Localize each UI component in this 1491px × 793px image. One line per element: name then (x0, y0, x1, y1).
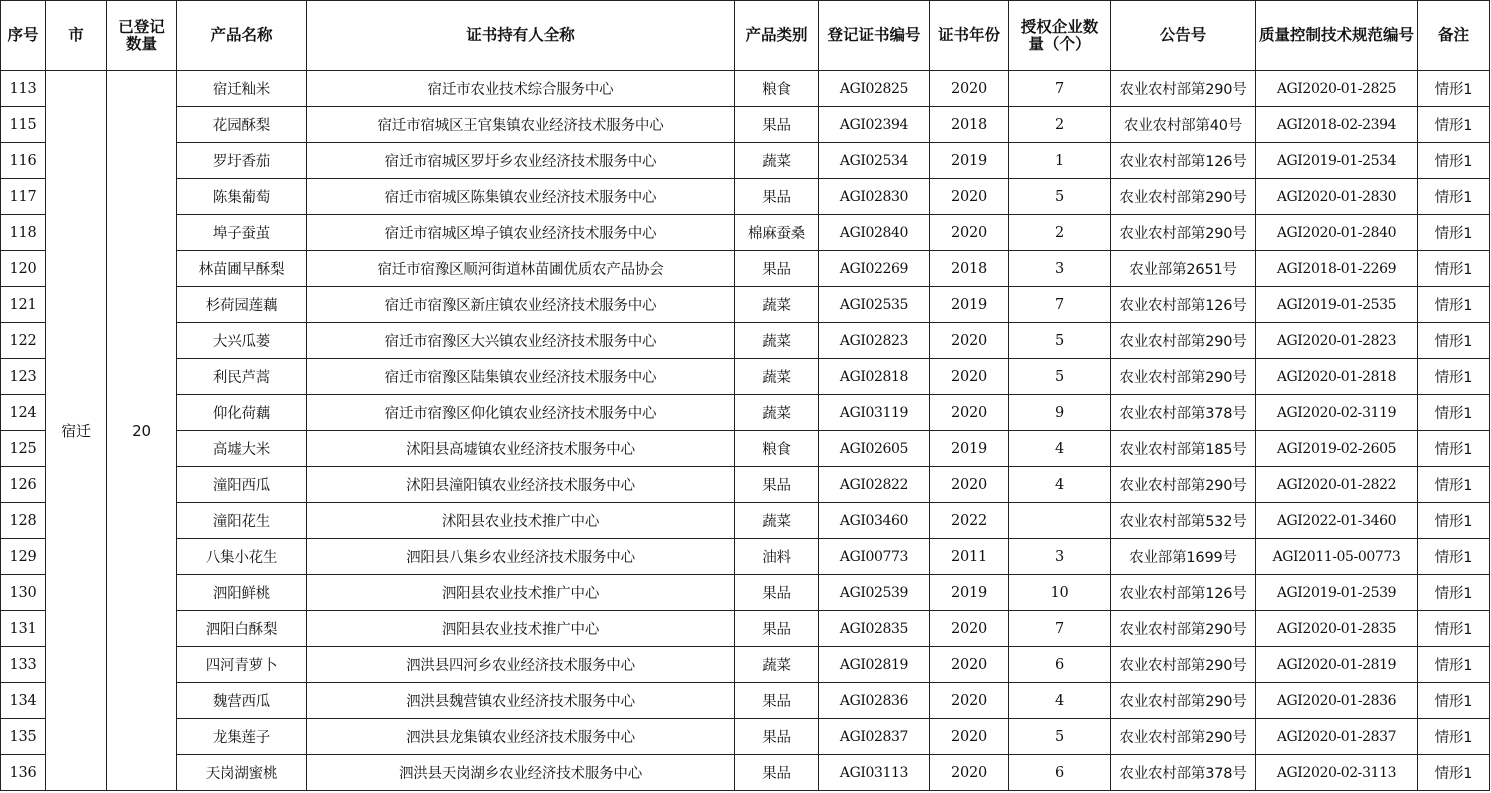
cert-no-cell[interactable]: AGI02535 (819, 287, 930, 323)
table-row (1, 179, 1490, 215)
spec-no-cell[interactable]: AGI2020-01-2830 (1256, 179, 1418, 215)
header-holder[interactable]: 证书持有人全称 (307, 1, 735, 71)
header-notice[interactable]: 公告号 (1111, 1, 1256, 71)
authorized-count-cell[interactable]: 7 (1009, 71, 1111, 107)
remark-cell[interactable]: 情形1 (1418, 251, 1490, 287)
remark-cell[interactable]: 情形1 (1418, 503, 1490, 539)
authorized-count-cell[interactable]: 7 (1009, 287, 1111, 323)
cert-no-cell[interactable]: AGI02830 (819, 179, 930, 215)
spec-no-cell[interactable]: AGI2020-01-2840 (1256, 215, 1418, 251)
seq-cell[interactable]: 133 (1, 647, 46, 683)
cert-no-cell[interactable]: AGI02837 (819, 719, 930, 755)
spec-no-cell[interactable]: AGI2019-02-2605 (1256, 431, 1418, 467)
cert-year-cell[interactable]: 2020 (930, 611, 1009, 647)
product-name-cell[interactable]: 大兴瓜蒌 (177, 323, 307, 359)
product-name-cell[interactable]: 林苗圃早酥梨 (177, 251, 307, 287)
cert-no-cell[interactable]: AGI02534 (819, 143, 930, 179)
header-cert-no[interactable]: 登记证书编号 (819, 1, 930, 71)
spec-no-cell[interactable]: AGI2020-01-2819 (1256, 647, 1418, 683)
cert-no-cell[interactable]: AGI02835 (819, 611, 930, 647)
cert-year-cell[interactable]: 2020 (930, 215, 1009, 251)
table-body (1, 71, 1490, 791)
holder-cell[interactable]: 宿迁市宿城区王官集镇农业经济技术服务中心 (307, 107, 735, 143)
cert-no-cell[interactable]: AGI02823 (819, 323, 930, 359)
product-name-cell[interactable]: 魏营西瓜 (177, 683, 307, 719)
notice-cell[interactable]: 农业农村部第378号 (1111, 395, 1256, 431)
category-cell[interactable]: 蔬菜 (735, 395, 819, 431)
authorized-count-cell[interactable]: 5 (1009, 719, 1111, 755)
holder-cell[interactable]: 泗阳县农业技术推广中心 (307, 575, 735, 611)
notice-cell[interactable]: 农业农村部第290号 (1111, 179, 1256, 215)
product-name-cell[interactable]: 杉荷园莲藕 (177, 287, 307, 323)
seq-cell[interactable]: 134 (1, 683, 46, 719)
notice-cell[interactable]: 农业农村部第290号 (1111, 611, 1256, 647)
product-name-cell[interactable]: 利民芦蒿 (177, 359, 307, 395)
table-row (1, 683, 1490, 719)
category-cell[interactable]: 果品 (735, 251, 819, 287)
seq-cell[interactable]: 130 (1, 575, 46, 611)
spec-no-cell[interactable]: AGI2019-01-2534 (1256, 143, 1418, 179)
remark-cell[interactable]: 情形1 (1418, 143, 1490, 179)
table-row (1, 647, 1490, 683)
spec-no-cell[interactable]: AGI2019-01-2535 (1256, 287, 1418, 323)
authorized-count-cell[interactable]: 3 (1009, 251, 1111, 287)
category-cell[interactable]: 果品 (735, 719, 819, 755)
authorized-count-cell[interactable]: 5 (1009, 359, 1111, 395)
authorized-count-cell[interactable]: 7 (1009, 611, 1111, 647)
cert-no-cell[interactable]: AGI02819 (819, 647, 930, 683)
cert-no-cell[interactable]: AGI02539 (819, 575, 930, 611)
holder-cell[interactable]: 宿迁市宿豫区新庄镇农业经济技术服务中心 (307, 287, 735, 323)
product-name-cell[interactable]: 潼阳花生 (177, 503, 307, 539)
remark-cell[interactable]: 情形1 (1418, 611, 1490, 647)
holder-cell[interactable]: 宿迁市宿城区埠子镇农业经济技术服务中心 (307, 215, 735, 251)
seq-cell[interactable]: 122 (1, 323, 46, 359)
table-row (1, 467, 1490, 503)
spec-no-cell[interactable]: AGI2020-01-2836 (1256, 683, 1418, 719)
table-row (1, 575, 1490, 611)
header-remark[interactable]: 备注 (1418, 1, 1490, 71)
product-name-cell[interactable]: 龙集莲子 (177, 719, 307, 755)
category-cell[interactable]: 蔬菜 (735, 647, 819, 683)
notice-cell[interactable]: 农业农村部第126号 (1111, 143, 1256, 179)
table-row (1, 359, 1490, 395)
spec-no-cell[interactable]: AGI2020-01-2823 (1256, 323, 1418, 359)
header-category[interactable]: 产品类别 (735, 1, 819, 71)
cert-year-cell[interactable]: 2020 (930, 755, 1009, 791)
holder-cell[interactable]: 沭阳县潼阳镇农业经济技术服务中心 (307, 467, 735, 503)
authorized-count-cell[interactable]: 4 (1009, 467, 1111, 503)
notice-cell[interactable]: 农业农村部第185号 (1111, 431, 1256, 467)
holder-cell[interactable]: 泗洪县龙集镇农业经济技术服务中心 (307, 719, 735, 755)
holder-cell[interactable]: 沭阳县农业技术推广中心 (307, 503, 735, 539)
remark-cell[interactable]: 情形1 (1418, 215, 1490, 251)
category-cell[interactable]: 粮食 (735, 71, 819, 107)
authorized-count-cell[interactable]: 5 (1009, 323, 1111, 359)
category-cell[interactable]: 粮食 (735, 431, 819, 467)
holder-cell[interactable]: 宿迁市宿豫区顺河街道林苗圃优质农产品协会 (307, 251, 735, 287)
seq-cell[interactable]: 135 (1, 719, 46, 755)
header-registered-count[interactable]: 已登记数量 (107, 1, 177, 71)
notice-cell[interactable]: 农业农村部第378号 (1111, 755, 1256, 791)
product-name-cell[interactable]: 花园酥梨 (177, 107, 307, 143)
remark-cell[interactable]: 情形1 (1418, 287, 1490, 323)
authorized-count-cell[interactable]: 2 (1009, 107, 1111, 143)
category-cell[interactable]: 蔬菜 (735, 503, 819, 539)
holder-cell[interactable]: 泗洪县四河乡农业经济技术服务中心 (307, 647, 735, 683)
cert-no-cell[interactable]: AGI03460 (819, 503, 930, 539)
spec-no-cell[interactable]: AGI2019-01-2539 (1256, 575, 1418, 611)
header-row (1, 1, 1490, 71)
authorized-count-cell[interactable]: 3 (1009, 539, 1111, 575)
header-city[interactable]: 市 (46, 1, 107, 71)
product-name-cell[interactable]: 埠子蚕茧 (177, 215, 307, 251)
cert-year-cell[interactable]: 2011 (930, 539, 1009, 575)
table-row (1, 719, 1490, 755)
table-row (1, 107, 1490, 143)
holder-cell[interactable]: 泗阳县八集乡农业经济技术服务中心 (307, 539, 735, 575)
header-authorized[interactable]: 授权企业数量（个） (1009, 1, 1111, 71)
cert-year-cell[interactable]: 2020 (930, 395, 1009, 431)
city-cell[interactable]: 宿迁 (46, 71, 107, 791)
notice-cell[interactable]: 农业农村部第40号 (1111, 107, 1256, 143)
holder-cell[interactable]: 宿迁市宿豫区陆集镇农业经济技术服务中心 (307, 359, 735, 395)
cert-no-cell[interactable]: AGI00773 (819, 539, 930, 575)
cert-year-cell[interactable]: 2018 (930, 251, 1009, 287)
cert-no-cell[interactable]: AGI02394 (819, 107, 930, 143)
holder-cell[interactable]: 泗阳县农业技术推广中心 (307, 611, 735, 647)
remark-cell[interactable]: 情形1 (1418, 539, 1490, 575)
authorized-count-cell[interactable]: 1 (1009, 143, 1111, 179)
header-spec-no[interactable]: 质量控制技术规范编号 (1256, 1, 1418, 71)
cert-year-cell[interactable]: 2019 (930, 143, 1009, 179)
spec-no-cell[interactable]: AGI2020-01-2825 (1256, 71, 1418, 107)
holder-cell[interactable]: 宿迁市宿城区罗圩乡农业经济技术服务中心 (307, 143, 735, 179)
cert-year-cell[interactable]: 2020 (930, 647, 1009, 683)
seq-cell[interactable]: 129 (1, 539, 46, 575)
spec-no-cell[interactable]: AGI2018-02-2394 (1256, 107, 1418, 143)
header-product-name[interactable]: 产品名称 (177, 1, 307, 71)
table-row (1, 71, 1490, 107)
cert-year-cell[interactable]: 2019 (930, 287, 1009, 323)
category-cell[interactable]: 果品 (735, 179, 819, 215)
category-cell[interactable]: 棉麻蚕桑 (735, 215, 819, 251)
holder-cell[interactable]: 宿迁市宿豫区仰化镇农业经济技术服务中心 (307, 395, 735, 431)
cert-year-cell[interactable]: 2020 (930, 71, 1009, 107)
table-row (1, 431, 1490, 467)
cert-no-cell[interactable]: AGI02836 (819, 683, 930, 719)
remark-cell[interactable]: 情形1 (1418, 71, 1490, 107)
category-cell[interactable]: 蔬菜 (735, 143, 819, 179)
remark-cell[interactable]: 情形1 (1418, 179, 1490, 215)
notice-cell[interactable]: 农业农村部第126号 (1111, 575, 1256, 611)
seq-cell[interactable]: 131 (1, 611, 46, 647)
notice-cell[interactable]: 农业农村部第290号 (1111, 683, 1256, 719)
remark-cell[interactable]: 情形1 (1418, 683, 1490, 719)
table-row (1, 503, 1490, 539)
product-name-cell[interactable]: 高墟大米 (177, 431, 307, 467)
product-name-cell[interactable]: 八集小花生 (177, 539, 307, 575)
remark-cell[interactable]: 情形1 (1418, 647, 1490, 683)
notice-cell[interactable]: 农业农村部第290号 (1111, 467, 1256, 503)
authorized-count-cell[interactable] (1009, 503, 1111, 539)
registered-count-cell[interactable]: 20 (107, 71, 177, 791)
cert-year-cell[interactable]: 2020 (930, 719, 1009, 755)
spec-no-cell[interactable]: AGI2011-05-00773 (1256, 539, 1418, 575)
product-name-cell[interactable]: 四河青萝卜 (177, 647, 307, 683)
cert-year-cell[interactable]: 2022 (930, 503, 1009, 539)
category-cell[interactable]: 蔬菜 (735, 359, 819, 395)
table-row (1, 251, 1490, 287)
product-name-cell[interactable]: 仰化荷藕 (177, 395, 307, 431)
authorized-count-cell[interactable]: 4 (1009, 431, 1111, 467)
category-cell[interactable]: 果品 (735, 107, 819, 143)
table-row (1, 755, 1490, 791)
notice-cell[interactable]: 农业农村部第290号 (1111, 215, 1256, 251)
remark-cell[interactable]: 情形1 (1418, 395, 1490, 431)
remark-cell[interactable]: 情形1 (1418, 323, 1490, 359)
category-cell[interactable]: 果品 (735, 611, 819, 647)
notice-cell[interactable]: 农业农村部第290号 (1111, 719, 1256, 755)
seq-cell[interactable]: 118 (1, 215, 46, 251)
cert-year-cell[interactable]: 2019 (930, 431, 1009, 467)
product-name-cell[interactable]: 罗圩香茄 (177, 143, 307, 179)
notice-cell[interactable]: 农业农村部第290号 (1111, 323, 1256, 359)
authorized-count-cell[interactable]: 6 (1009, 647, 1111, 683)
cert-no-cell[interactable]: AGI03119 (819, 395, 930, 431)
holder-cell[interactable]: 宿迁市宿城区陈集镇农业经济技术服务中心 (307, 179, 735, 215)
category-cell[interactable]: 蔬菜 (735, 323, 819, 359)
category-cell[interactable]: 果品 (735, 467, 819, 503)
category-cell[interactable]: 油料 (735, 539, 819, 575)
authorized-count-cell[interactable]: 2 (1009, 215, 1111, 251)
authorized-count-cell[interactable]: 4 (1009, 683, 1111, 719)
authorized-count-cell[interactable]: 10 (1009, 575, 1111, 611)
spec-no-cell[interactable]: AGI2020-01-2837 (1256, 719, 1418, 755)
cert-year-cell[interactable]: 2020 (930, 683, 1009, 719)
notice-cell[interactable]: 农业部第1699号 (1111, 539, 1256, 575)
cert-no-cell[interactable]: AGI02822 (819, 467, 930, 503)
spec-no-cell[interactable]: AGI2020-02-3113 (1256, 755, 1418, 791)
cert-no-cell[interactable]: AGI02818 (819, 359, 930, 395)
remark-cell[interactable]: 情形1 (1418, 719, 1490, 755)
spec-no-cell[interactable]: AGI2018-01-2269 (1256, 251, 1418, 287)
seq-cell[interactable]: 124 (1, 395, 46, 431)
notice-cell[interactable]: 农业农村部第290号 (1111, 359, 1256, 395)
product-name-cell[interactable]: 潼阳西瓜 (177, 467, 307, 503)
authorized-count-cell[interactable]: 9 (1009, 395, 1111, 431)
remark-cell[interactable]: 情形1 (1418, 755, 1490, 791)
authorized-count-cell[interactable]: 6 (1009, 755, 1111, 791)
cert-year-cell[interactable]: 2020 (930, 359, 1009, 395)
cert-year-cell[interactable]: 2019 (930, 575, 1009, 611)
seq-cell[interactable]: 116 (1, 143, 46, 179)
spec-no-cell[interactable]: AGI2020-01-2835 (1256, 611, 1418, 647)
cert-no-cell[interactable]: AGI03113 (819, 755, 930, 791)
cert-year-cell[interactable]: 2020 (930, 467, 1009, 503)
remark-cell[interactable]: 情形1 (1418, 575, 1490, 611)
remark-cell[interactable]: 情形1 (1418, 107, 1490, 143)
cert-year-cell[interactable]: 2020 (930, 179, 1009, 215)
notice-cell[interactable]: 农业农村部第290号 (1111, 647, 1256, 683)
spec-no-cell[interactable]: AGI2020-02-3119 (1256, 395, 1418, 431)
seq-cell[interactable]: 123 (1, 359, 46, 395)
product-name-cell[interactable]: 陈集葡萄 (177, 179, 307, 215)
seq-cell[interactable]: 121 (1, 287, 46, 323)
holder-cell[interactable]: 宿迁市宿豫区大兴镇农业经济技术服务中心 (307, 323, 735, 359)
header-seq[interactable]: 序号 (1, 1, 46, 71)
cert-year-cell[interactable]: 2018 (930, 107, 1009, 143)
seq-cell[interactable]: 115 (1, 107, 46, 143)
table-row (1, 215, 1490, 251)
seq-cell[interactable]: 117 (1, 179, 46, 215)
notice-cell[interactable]: 农业部第2651号 (1111, 251, 1256, 287)
seq-cell[interactable]: 136 (1, 755, 46, 791)
product-name-cell[interactable]: 宿迁籼米 (177, 71, 307, 107)
category-cell[interactable]: 果品 (735, 683, 819, 719)
remark-cell[interactable]: 情形1 (1418, 467, 1490, 503)
category-cell[interactable]: 果品 (735, 755, 819, 791)
cert-no-cell[interactable]: AGI02825 (819, 71, 930, 107)
header-cert-year[interactable]: 证书年份 (930, 1, 1009, 71)
seq-cell[interactable]: 120 (1, 251, 46, 287)
category-cell[interactable]: 果品 (735, 575, 819, 611)
holder-cell[interactable]: 泗洪县天岗湖乡农业经济技术服务中心 (307, 755, 735, 791)
spec-no-cell[interactable]: AGI2022-01-3460 (1256, 503, 1418, 539)
product-name-cell[interactable]: 天岗湖蜜桃 (177, 755, 307, 791)
remark-cell[interactable]: 情形1 (1418, 431, 1490, 467)
holder-cell[interactable]: 宿迁市农业技术综合服务中心 (307, 71, 735, 107)
seq-cell[interactable]: 128 (1, 503, 46, 539)
table-row (1, 539, 1490, 575)
table-row (1, 611, 1490, 647)
table-row (1, 395, 1490, 431)
table-row (1, 143, 1490, 179)
authorized-count-cell[interactable]: 5 (1009, 179, 1111, 215)
table-row (1, 323, 1490, 359)
notice-cell[interactable]: 农业农村部第290号 (1111, 71, 1256, 107)
holder-cell[interactable]: 泗洪县魏营镇农业经济技术服务中心 (307, 683, 735, 719)
notice-cell[interactable]: 农业农村部第126号 (1111, 287, 1256, 323)
seq-cell[interactable]: 126 (1, 467, 46, 503)
remark-cell[interactable]: 情形1 (1418, 359, 1490, 395)
notice-cell[interactable]: 农业农村部第532号 (1111, 503, 1256, 539)
category-cell[interactable]: 蔬菜 (735, 287, 819, 323)
spec-no-cell[interactable]: AGI2020-01-2822 (1256, 467, 1418, 503)
seq-cell[interactable]: 125 (1, 431, 46, 467)
spec-no-cell[interactable]: AGI2020-01-2818 (1256, 359, 1418, 395)
seq-cell[interactable]: 113 (1, 71, 46, 107)
cert-no-cell[interactable]: AGI02269 (819, 251, 930, 287)
cert-no-cell[interactable]: AGI02605 (819, 431, 930, 467)
table-row (1, 287, 1490, 323)
product-name-cell[interactable]: 泗阳鲜桃 (177, 575, 307, 611)
product-name-cell[interactable]: 泗阳白酥梨 (177, 611, 307, 647)
holder-cell[interactable]: 沭阳县高墟镇农业经济技术服务中心 (307, 431, 735, 467)
cert-no-cell[interactable]: AGI02840 (819, 215, 930, 251)
cert-year-cell[interactable]: 2020 (930, 323, 1009, 359)
